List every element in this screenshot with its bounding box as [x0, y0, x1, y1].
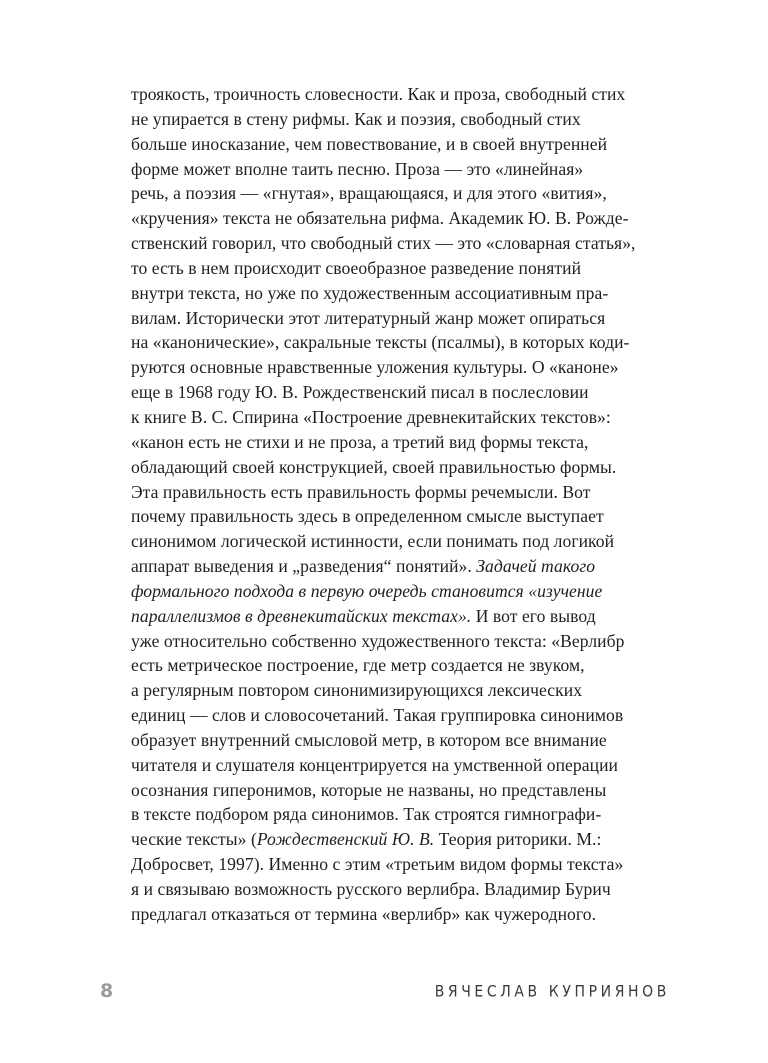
- text-line: синонимом логической истинности, если понимать под логикой: [131, 531, 615, 552]
- text-line: больше иносказание, чем повествование, и в своей внутренней: [131, 133, 608, 154]
- text-line: Добросвет, 1997). Именно с этим «третьим видом формы текста»: [131, 854, 624, 875]
- text-line: а регулярным повтором синонимизирующихся лексических: [131, 680, 583, 701]
- text-line: предлагал отказаться от термина «верлибр» как чужеродного.: [131, 903, 597, 924]
- text-line: читателя и слушателя концентрируется на умственной операции: [131, 754, 619, 775]
- text-line: обладающий своей конструкцией, своей правильностью формы.: [131, 456, 617, 477]
- text-line: я и связываю возможность русского верлибра. Владимир Бурич: [131, 879, 611, 899]
- text-line: речь, а поэзия — «гнутая», вращающаяся, и для этого «вития»,: [131, 183, 607, 204]
- text-line: форме может вполне таить песню. Проза — это «линейная»: [131, 158, 584, 179]
- text-line: «канон есть не стихи и не проза, а третий вид формы текста,: [131, 431, 589, 452]
- text-line: к книге В. С. Спирина «Построение древнекитайских текстов»:: [131, 406, 611, 427]
- text-line: вилам. Исторически этот литературный жанр может опираться: [131, 307, 606, 328]
- text-line: еще в 1968 году Ю. В. Рождественский писал в послесловии: [131, 382, 589, 403]
- text-segment: ческие тексты» (: [131, 829, 257, 850]
- text-line: почему правильность здесь в определенном смысле выступает: [131, 506, 604, 527]
- text-line: образует внутренний смысловой метр, в котором все внимание: [131, 729, 607, 750]
- text-line: есть метрическое построение, где метр создается не звуком,: [131, 655, 585, 676]
- italic-segment: Задачей такого: [471, 556, 596, 577]
- italic-segment: параллелизмов в древнекитайских текстах».: [131, 605, 472, 626]
- text-line: «кручения» текста не обязательна рифма. Академик Ю. В. Рожде-: [131, 208, 629, 229]
- text-line: руются основные нравственные уложения культуры. О «каноне»: [131, 357, 619, 378]
- text-line: на «канонические», сакральные тексты (псалмы), в которых коди-: [131, 332, 630, 353]
- text-line-mixed: [131, 827, 671, 852]
- body-text: [131, 82, 671, 927]
- text-line: то есть в нем происходит своеобразное разведение понятий: [131, 257, 582, 278]
- page-number: 8: [100, 980, 115, 1002]
- text-line-mixed: [131, 554, 671, 579]
- text-line: не упирается в стену рифмы. Как и поэзия, свободный стих: [131, 108, 581, 129]
- text-segment: Теория риторики. М.:: [434, 829, 602, 850]
- citation-author: Рождественский Ю. В.: [256, 829, 435, 850]
- text-line: осознания гиперонимов, которые не названы, но представлены: [131, 779, 607, 800]
- text-line-italic: [131, 579, 671, 604]
- text-line: ственский говорил, что свободный стих — это «словарная статья»,: [131, 233, 636, 254]
- text-line: в тексте подбором ряда синонимов. Так строятся гимнографи-: [131, 804, 602, 825]
- text-segment: аппарат выведения и „разведения“ понятий».: [131, 556, 472, 577]
- text-line: уже относительно собственно художественного текста: «Верлибр: [131, 630, 625, 651]
- italic-segment: формального подхода в первую очередь становится «изучение: [131, 580, 603, 601]
- text-line: Эта правильность есть правильность формы речемысли. Вот: [131, 481, 591, 502]
- text-line: внутри текста, но уже по художественным ассоциативным пра-: [131, 282, 609, 303]
- text-line: троякость, троичность словесности. Как и проза, свободный стих: [131, 84, 626, 104]
- text-line: единиц — слов и словосочетаний. Такая группировка синонимов: [131, 705, 624, 726]
- text-segment: И вот его вывод: [471, 605, 596, 626]
- running-head-author: ВЯЧЕСЛАВ КУПРИЯНОВ: [434, 982, 670, 1001]
- text-line-mixed: [131, 604, 671, 629]
